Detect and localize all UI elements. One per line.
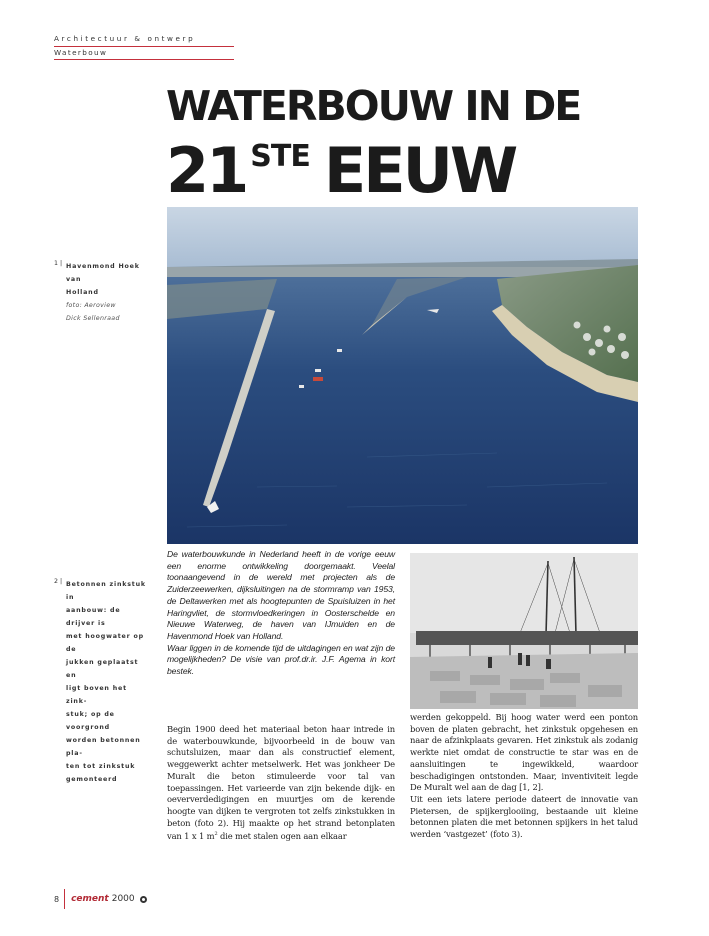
caption-credit: Dick Sellenraad xyxy=(66,315,120,322)
caption-line: aanbouw: de drijver is xyxy=(66,607,121,627)
subsection-label: Waterbouw xyxy=(54,47,234,60)
page-footer xyxy=(54,891,147,907)
aerial-harbour-photo xyxy=(167,207,638,544)
page-number: 8 xyxy=(54,894,60,904)
caption-line: gemonteerd xyxy=(66,776,118,783)
body-paragraph: Uit een iets latere periode dateert de innovatie van Pietersen, de spijkerglooiing, bestaande uit kleine betonnen platen die met betonnen spijkers in het talud werden ‘vastgezet’ (foto 3). xyxy=(410,793,638,840)
title-number: 21 xyxy=(166,134,247,207)
intro-text xyxy=(167,549,395,678)
caption-line: worden betonnen pla- xyxy=(66,737,141,757)
title-line-1: WATERBOUW IN DE xyxy=(166,82,581,130)
intro-paragraph: Waar liggen in de komende tijd de uitdagingen en wat zijn de mogelijkheden? De visie van prof.dr.ir. J.F. Agema in kort bestek. xyxy=(167,642,395,677)
caption-number: 1 | xyxy=(54,260,63,267)
caption-title-line: Havenmond Hoek van xyxy=(66,263,140,283)
body-column-1 xyxy=(167,724,395,843)
photo-1-caption xyxy=(54,260,150,325)
title-ordinal-suffix: STE xyxy=(250,139,310,174)
historic-zinkstuk-photo xyxy=(410,553,638,709)
magazine-name: cement xyxy=(71,894,109,904)
caption-line: Betonnen zinkstuk in xyxy=(66,581,146,601)
caption-number: 2 | xyxy=(54,578,63,585)
magazine-logo-icon xyxy=(140,896,147,903)
body-paragraph: Begin 1900 deed het materiaal beton haar intrede in de waterbouwkunde, bijvoorbeeld in de bouw van schutsluizen, maar dan als constructief element, weggewerkt achter metselwerk. Het was jonkheer De Muralt die beton stimuleerde voor tal van toepassingen. Het varieerde van zijn bekende dijk- en oeververdedigingen en muurtjes om de kerende hoogte van dijken te vergroten tot zelfs zinkstukken in beton (foto 2). Hij maakte op het strand betonplaten van 1 x 1 m xyxy=(167,724,395,842)
caption-line: jukken geplaatst en xyxy=(66,659,139,679)
footer-divider xyxy=(64,889,65,909)
caption-line: ligt boven het zink- xyxy=(66,685,127,705)
caption-line: ten tot zinkstuk xyxy=(66,763,136,770)
caption-credit: foto: Aeroview xyxy=(66,302,116,309)
magazine-year: 2000 xyxy=(111,894,135,904)
body-column-2 xyxy=(410,712,638,841)
section-label: Architectuur & ontwerp xyxy=(54,34,234,47)
caption-line: met hoogwater op de xyxy=(66,633,144,653)
caption-title-line: Holland xyxy=(66,289,99,296)
body-paragraph-end: die met stalen ogen aan elkaar xyxy=(217,831,347,842)
body-paragraph: werden gekoppeld. Bij hoog water werd een ponton boven de platen gebracht, het zinkstuk opgehesen en naar de afzinkplaats gevaren. Het zinkstuk als zodanig werkte niet omdat de constructie te star was en de aansluitingen te ingewikkeld, waardoor beschadigingen ontstonden. Maar, inventiviteit legde De Muralt wel aan de dag [1, 2]. xyxy=(410,712,638,793)
title-line-2 xyxy=(166,124,646,207)
photo-2-caption xyxy=(54,578,150,786)
page-title xyxy=(166,82,646,207)
caption-line: stuk; op de voorgrond xyxy=(66,711,115,731)
title-word: EEUW xyxy=(323,134,516,207)
superscript: 2 xyxy=(214,831,218,838)
intro-paragraph: De waterbouwkunde in Nederland heeft in de vorige eeuw een enorme ontwikkeling doorgemaakt. Veelal toonaangevend in de wereld met projecten als de Zuiderzeewerken, dijksluitingen na de stormramp van 1953, de Deltawerken met als hoogtepunten de Spuisluizen in het Haringvliet, de stormvloedkeringen in Oosterschelde en Nieuwe Waterweg, de haven van IJmuiden en de Havenmond Hoek van Holland. xyxy=(167,549,395,641)
